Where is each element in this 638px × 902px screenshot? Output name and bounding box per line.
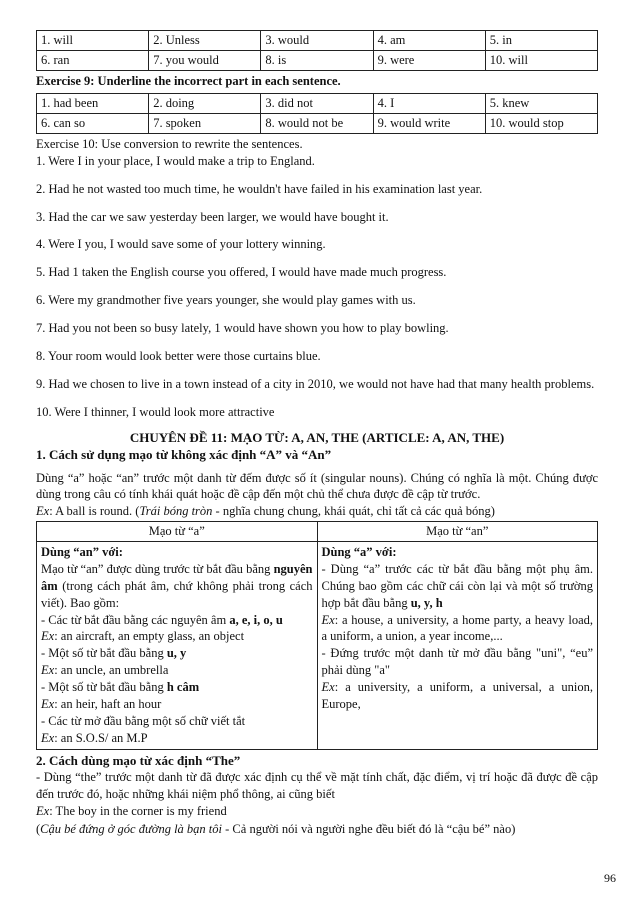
example-italic: Trái bóng tròn	[139, 504, 213, 519]
table-header-row	[37, 522, 598, 542]
exercise-10-title: Exercise 10: Use conversion to rewrite the sentences.	[36, 136, 303, 151]
example-text: : A ball is round. (	[49, 504, 140, 519]
table-cell: 4. am	[373, 31, 485, 51]
left-intro-bold: nguyên âm	[41, 561, 313, 593]
section-1-example	[36, 503, 598, 520]
table-cell: 3. would	[261, 31, 373, 51]
example-label: Ex	[41, 663, 55, 678]
bullet-text: - Các từ bắt đầu bằng các nguyên âm	[41, 612, 230, 627]
section-2-example	[36, 803, 598, 820]
example-label: Ex	[41, 730, 55, 745]
table-cell: 10. will	[485, 51, 597, 71]
example-text: : a house, a university, a home party, a heavy load, a uniform, a union, a year income,...	[321, 612, 593, 644]
right-rule-1	[322, 561, 594, 612]
bullet-bold: h câm	[166, 680, 200, 695]
table-row	[37, 113, 598, 133]
header-article-an: Mạo từ “an”	[317, 522, 598, 542]
left-bullet-4: - Các từ mở đầu bằng một số chữ viết tắt	[41, 713, 246, 728]
table-cell: 8. is	[261, 51, 373, 71]
bullet-bold: u, y	[166, 646, 187, 661]
exercise-sentence: 5. Had 1 taken the English course you offered, I would have made much progress.	[36, 265, 447, 280]
table-cell: 1. will	[37, 31, 149, 51]
table-cell: 2. Unless	[149, 31, 261, 51]
example-text: : an heir, haft an hour	[54, 696, 162, 711]
example-label: Ex	[321, 680, 335, 695]
table-cell: 1. had been	[37, 93, 149, 113]
left-example-2	[41, 662, 313, 679]
right-rule-2: - Đứng trước một danh từ mở đầu bằng "uni", “eu” phải dùng "a"	[321, 646, 593, 678]
example-text: : an S.O.S/ an M.P	[54, 730, 148, 745]
exercise-sentence: 10. Were I thinner, I would look more attractive	[36, 404, 275, 419]
table-cell: 8. would not be	[261, 113, 373, 133]
table-cell: 2. doing	[149, 93, 261, 113]
right-title: Dùng “a” với:	[321, 545, 397, 560]
page-number: 96	[604, 870, 616, 885]
left-intro-text-2: (trong cách phát âm, chứ không phải trong cách viết). Bao gồm:	[41, 578, 313, 610]
right-example-1	[322, 612, 594, 646]
left-example-1	[41, 628, 313, 645]
table-cell: 7. you would	[149, 51, 261, 71]
bullet-text: - Một số từ bắt đầu bằng	[41, 680, 167, 695]
example-label: Ex	[36, 504, 50, 519]
table-cell: 10. would stop	[485, 113, 597, 133]
left-title: Dùng “an” với:	[41, 545, 123, 560]
example-text: : an aircraft, an empty glass, an object	[54, 629, 245, 644]
rule-bold: u, y, h	[410, 595, 443, 610]
header-article-a: Mạo từ “a”	[37, 522, 318, 542]
left-example-3	[41, 696, 313, 713]
exercise-sentence: 3. Had the car we saw yesterday been larger, we would have bought it.	[36, 209, 389, 224]
exercise-sentence: 7. Had you not been so busy lately, 1 would have shown you how to play bowling.	[36, 321, 449, 335]
left-bullet-2	[41, 645, 313, 662]
article-a-rules-cell	[317, 542, 598, 750]
document-page	[36, 30, 598, 839]
bullet-bold: a, e, i, o, u	[229, 612, 283, 627]
answer-table-exercise-8	[36, 30, 598, 71]
exercise-sentence: 2. Had he not wasted too much time, he wouldn't have failed in his examination last year.	[36, 181, 483, 196]
topic-title: CHUYÊN ĐỀ 11: MẠO TỪ: A, AN, THE (ARTICLE: A, AN, THE)	[129, 429, 505, 445]
table-cell: 5. in	[485, 31, 597, 51]
exercise-sentence: 4. Were I you, I would save some of your lottery winning.	[36, 237, 326, 252]
example-label: Ex	[41, 696, 55, 711]
left-bullet-3	[41, 679, 313, 696]
left-intro-text: Mạo từ “an” được dùng trước từ bắt đầu bằng	[41, 561, 274, 576]
exercise-sentence: 1. Were I in your place, I would make a trip to England.	[36, 153, 315, 168]
example-text: : an uncle, an umbrella	[54, 663, 169, 678]
translation-italic: Cậu bé đứng ở góc đường là bạn tôi	[40, 821, 223, 836]
example-text: : The boy in the corner is my friend	[49, 803, 227, 818]
example-label: Ex	[41, 629, 55, 644]
table-cell: 9. would write	[373, 113, 485, 133]
section-2-heading: 2. Cách dùng mạo từ xác định “The”	[36, 752, 241, 768]
exercise-sentence: 8. Your room would look better were those curtains blue.	[36, 348, 321, 363]
table-row	[37, 542, 598, 750]
example-label: Ex	[321, 612, 335, 627]
table-cell: 3. did not	[261, 93, 373, 113]
left-example-4	[41, 730, 313, 747]
right-example-2	[322, 679, 594, 713]
table-cell: 6. can so	[37, 113, 149, 133]
left-bullet-1	[41, 612, 313, 629]
table-row	[37, 51, 598, 71]
exercise-9-title: Exercise 9: Underline the incorrect part in each sentence.	[36, 74, 341, 88]
table-cell: 5. knew	[485, 93, 597, 113]
exercise-sentence: 9. Had we chosen to live in a town instead of a city in 2010, we would not have had that many health problems.	[36, 376, 595, 391]
table-cell: 6. ran	[37, 51, 149, 71]
table-cell: 7. spoken	[149, 113, 261, 133]
table-cell: 4. I	[373, 93, 485, 113]
paren-open: (	[36, 821, 41, 836]
section-2-paragraph: - Dùng “the” trước một danh từ đã được xác định cụ thể về mặt tính chất, đặc điểm, vị trí hoặc đã được đề cập đến trước đó, hoặc những khái niệm phổ thông, ai cũng biết	[36, 770, 598, 802]
article-comparison-table	[36, 521, 598, 749]
section-1-paragraph: Dùng “a” hoặc “an” trước một danh từ đếm được số ít (singular nouns). Chúng có nghĩa là một. Chúng được dùng trong câu có tính khái quát hoặc đề cập đến một chủ thể chưa được đề cập từ trước.	[36, 470, 598, 502]
section-1-heading: 1. Cách sử dụng mạo từ không xác định “A” và “An”	[36, 447, 332, 463]
table-row	[37, 31, 598, 51]
example-text: : a university, a uniform, a universal, a union, Europe,	[321, 680, 593, 711]
article-an-rules-cell	[37, 542, 318, 750]
exercise-sentence: 6. Were my grandmother five years younger, she would play games with us.	[36, 293, 416, 308]
answer-table-exercise-9	[36, 93, 598, 134]
example-label: Ex	[36, 803, 50, 818]
table-cell: 9. were	[373, 51, 485, 71]
translation-tail: - Cả người nói và người nghe đều biết đó là “cậu bé” nào)	[222, 821, 516, 836]
section-2-translation	[36, 821, 598, 838]
bullet-text: - Một số từ bắt đầu bằng	[41, 646, 167, 661]
rule-text: - Dùng “a” trước các từ bắt đầu bằng một phụ âm. Chúng bao gồm các chữ cái còn lại và một số trường hợp bắt đầu bằng	[321, 561, 593, 610]
table-row	[37, 93, 598, 113]
example-tail: - nghĩa chung chung, khái quát, chỉ tất cả các quả bóng)	[212, 504, 495, 519]
left-intro	[41, 561, 313, 612]
